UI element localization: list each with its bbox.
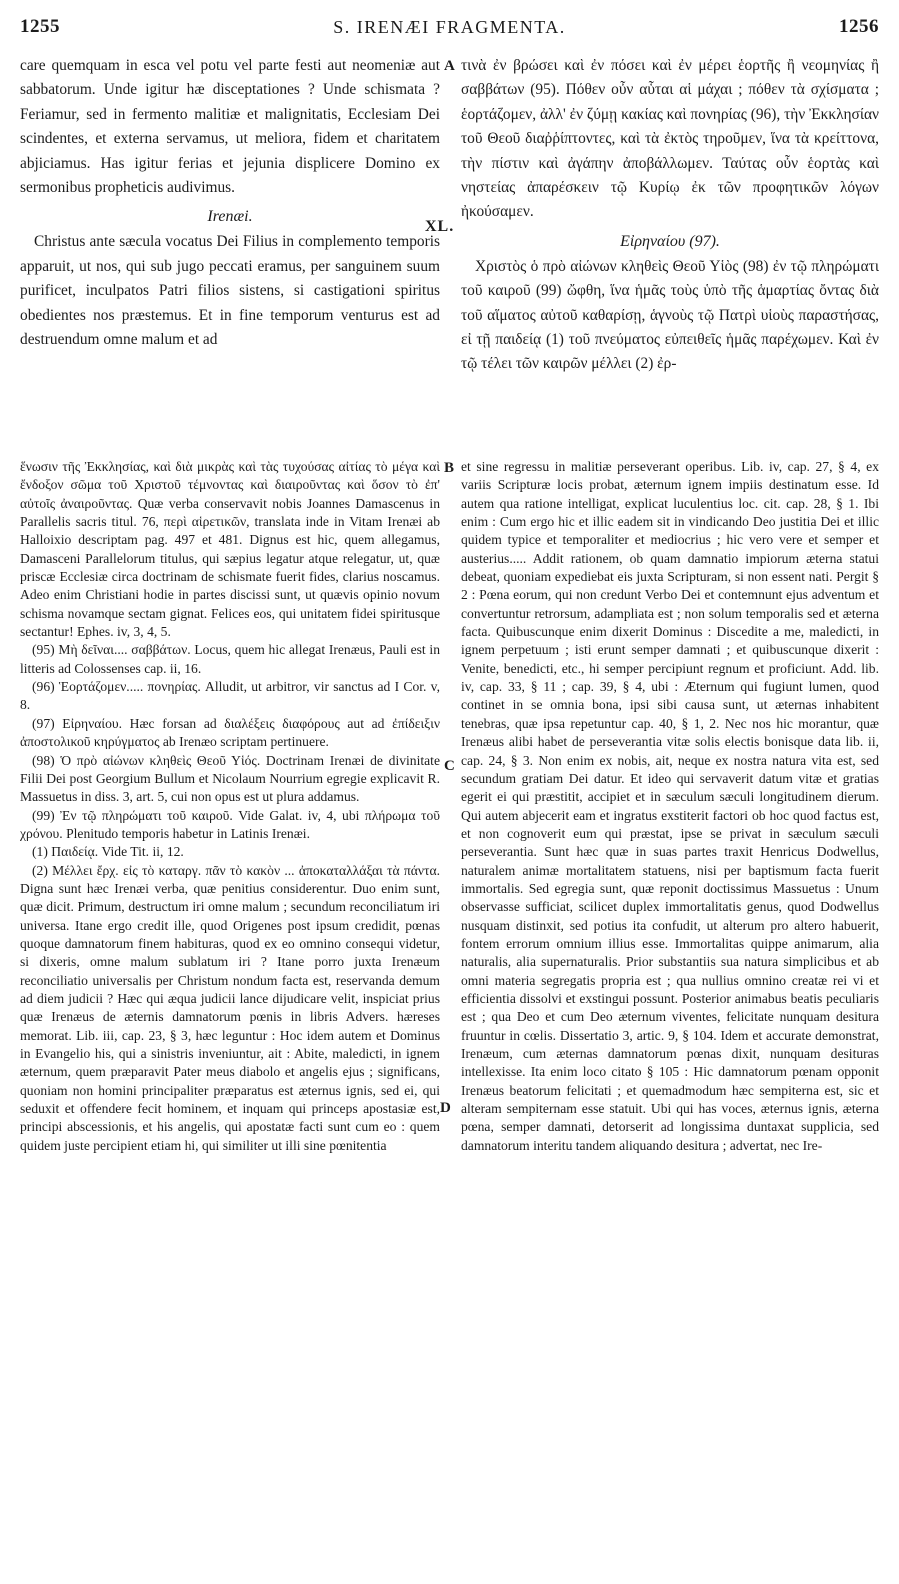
note-continuation: ἕνωσιν τῆς Ἐκκλησίας, καὶ διὰ μικρὰς καὶ τὰς τυχούσας αἰτίας τὸ μέγα καὶ ἔνδοξον σῶμα τοῦ Χριστοῦ τέμνοντας καὶ διαιροῦντας καὶ ὅσον τὸ ἐπ' αὐτοῖς ἀναιροῦντας. Quæ verba conservavit nobis Joannes Damascenus in Parallelis sacris titul. 76, περὶ αἱρετικῶν, translata inde in Vitam Irenæi ab Halloixio descriptam pag. 497 et 481. Dignus est hic, quem allegamus, Damasceni Parallelorum titulus, qui sæpius legatur atque relegatur, ut, quæ priscæ Ecclesiæ circa doctrinam de schismate fuerit fides, clarius noscamus. Adeo enim Christiani hodie in partes discissi sunt, ut quævis opinio novum schisma novamque sectam gignat. Felices eos, qui unitatem fidei spiritusque sectantur! Ephes. iv, 3, 4, 5. [20, 459, 440, 640]
note-99: (99) Ἐν τῷ πληρώματι τοῦ καιροῦ. Vide Galat. iv, 4, ubi πλήρωμα τοῦ χρόνου. Plenitudo temporis habetur in Latinis Irenæi. [20, 807, 440, 841]
notes-left-column [20, 458, 440, 1155]
section-number: XL. [425, 218, 455, 235]
note-96: (96) Ἑορτάζομεν..... πονηρίας. Alludit, ut arbitror, vir sanctus ad I Cor. v, 8. [20, 679, 440, 713]
page-number-right: 1256 [839, 16, 879, 37]
margin-letter-d: D [440, 1100, 451, 1116]
notes-right-column [461, 458, 879, 1155]
greek-text-column [461, 54, 879, 377]
note-95: (95) Μὴ δεῖναι.... σαββάτων. Locus, quem hic allegat Irenæus, Pauli est in litteris ad Colossenses cap. ii, 16. [20, 642, 440, 676]
note-1: (1) Παιδείᾳ. Vide Tit. ii, 12. [32, 844, 184, 860]
running-title: S. IRENÆI FRAGMENTA. [333, 17, 566, 37]
note-97: (97) Εἰρηναίου. Hæc forsan ad διαλέξεις διαφόρους aut ad ἐπίδειξιν ἀποστολικοῦ κηρύγματος ab Irenæo scriptam pertinuere. [20, 715, 440, 750]
note-98: (98) Ὁ πρὸ αἰώνων κληθεὶς Θεοῦ Υἱός. Doctrinam Irenæi de divinitate Filii Dei post Georgium Bullum et Nicolaum Nourrium egregie explicavit R. Massuetus in diss. 3, art. 5, cui non opus est ut plura addamus. [20, 752, 440, 805]
margin-letter-b: B [444, 460, 455, 476]
latin-paragraph-2: Christus ante sæcula vocatus Dei Filius in complemento temporis apparuit, ut nos, qui sub jugo peccati eramus, per sanguinem suum purificet, inculpatos Patri filios sistens, si castigationi spiritus obedientes nos præstemus. Et in fine temporum venturus est ad destruendum omne malum et ad [20, 233, 440, 349]
note-2-continued: et sine regressu in malitiæ perseverant operibus. Lib. iv, cap. 27, § 4, ex variis Scripturæ locis probat, æternum ignem impiis destinatum esse. Id autem qua ratione intelligat, explicat luculentius loc. cit. cap. 28, § 1. Ibi enim : Cum ergo hic et illic eadem sit in vindicando Deo justitia Dei et illic quidem typice et temporaliter et mediocrius ; hic vero vere et semper et austerius..... Addit rationem, ob quam damnatio impiorum æterna statui debeat, quoniam expediebat eis juxta Scripturam, si non essent nati. Pergit § 2 : Pœna eorum, qui non credunt Verbo Dei et contemnunt ejus adventum et convertuntur retrorsum, adampliata est ; non solum temporalis sed et æterna facta. Quibuscunque enim dixerit Dominus : Discedite a me, maledicti, in ignem perpetuum ; isti erunt semper damnati ; et quibuscunque dixerit : Venite, benedicti, etc., hi semper percipiunt regnum et proficiunt. Add. lib. iv, cap. 33, § 11 ; cap. 39, § 4, ubi : Æternum qui fugiunt lumen, quod continet in se omnia bona, ipsi sibi causa sunt, ut æternas inhabitent tenebras, quæ ipsa repetuntur cap. 40, § 1, 2. Nec nos hic morantur, quæ Irenæus alibi habet de perseverantia vitæ solis electis bonisque data lib. ii, cap. 24, § 3. Non enim ex nobis, ait, neque ex nostra natura vita est, sed secundum gratiam Dei datur. Et ideo qui servaverit datum vitæ et gratias egerit ei qui præstitit, accipiet et in sæculum sæculi longitudinem dierum. Qui autem abjecerit eam et ingratus exstiterit factori ob hoc quod factus est, et non cognoverit eum qui præstat, ipse se privat in sæculum sæculi perseverantia. Sunt hæc quæ in suas partes traxit Henricus Dodwellus, naturalem animæ mortalitatem statuens, nisi per baptismum facta fuerit immortalis. Sed egregia sunt, quæ reponit doctissimus Massuetus : Unum observasse sufficiat, scilicet duplex immortalitatis genus, quod Dodwellus nusquam distinxit, sed potius ita confudit, ut alterum pro altero habuerit, fontem errorum omnium illius esse. Immortalitas quippe animarum, alia naturalis, alia supernaturalis. Prior substantiis sua natura simplicibus et ab omni materia segregatis propria est ; qua nullius omnino creatæ rei vi et efficientia dissolvi et exstingui possunt. Posterior animabus beatis peculiaris est ; qua Deo et cum Deo æternum viventes, felicitate nunquam desitura fruuntur in cœlis. Dissertatio 3, artic. 9, § 104. Idem et accurate demonstrat, Irenæum, cum æternas damnatorum pœnas dixit, nunquam desituras intellexisse. Ita enim loco citato § 105 : Hic damnatorum pœnam opponit Irenæus beatorum felicitati ; et quemadmodum hæc sempiterna est, sic et alteram sempiternam esse statuit. Ubi qui has voces, æternus ignis, æterna pœna, semper damnati, detorserit ad longissima duntaxat supplicia, sed damnatorum interitu tandem aliquando desitura ; advertat, nec Ire- [461, 459, 879, 1153]
latin-section-heading: Irenæi. [207, 208, 253, 226]
latin-text-column [20, 54, 440, 352]
note-2: (2) Μέλλει ἔρχ. εἰς τὸ καταργ. πᾶν τὸ κακὸν ... ἀποκαταλλάξαι τὰ πάντα. Digna sunt hæc Irenæi verba, quæ penitius considerentur. Duo enim sunt, quæ dicit. Primum, destructum iri omne malum ; secundum reconciliatum iri universa. Itane ergo credit ille, quod Origenes post ipsum credidit, pœnas quoque damnatorum finem habituras, quod ex eo omnino consequi videtur, si dixeris, omne malum sublatum iri ? Itane porro juxta Irenæum reconciliatio universalis per Christum nondum facta est, reservanda demum ad diem judicii ? Hæc qui æqua judicii lance dijudicare velit, inspiciat prius quæ Irenæus de æternis damnatorum pœnis in libris Advers. hæreses memorat. Lib. iii, cap. 23, § 3, hæc leguntur : Hoc idem autem et Dominus in Evangelio his, qui a sinistris inveniuntur, ait : Abite, maledicti, in ignem æternum, quem præparavit Pater meus diabolo et angelis ejus ; significans, quoniam non homini principaliter præparatus est æternus ignis, sed ei, qui seduxit et offendere fecit hominem, et inquam qui princeps apostasiæ est, principi abscessionis, et his angelis, qui apostatæ facti sunt cum eo : quem quidem juste percipient etiam hi, qui similiter ut illi sine pœnitentia [20, 862, 440, 1153]
greek-paragraph-1: τινὰ ἐν βρώσει καὶ ἐν πόσει καὶ ἐν μέρει ἑορτῆς ἢ νεομηνίας ἢ σαββάτων (95). Πόθεν οὖν αὗται αἱ μάχαι ; πόθεν τὰ σχίσματα ; ἑορτάζομεν, ἀλλ' ἐν ζύμῃ κακίας καὶ πονηρίας (96), τὴν Ἐκκλησίαν τοῦ Θεοῦ διαῤῥίπτοντες, καὶ τὰ ἐκτὸς τηροῦμεν, ἵνα τὰ κρείττονα, τὴν πίστιν καὶ ἀγάπην ἀποβάλλωμεν. Ταύτας οὖν ἑορτὰς καὶ νηστείας ἀπαρέσκειν τῷ Κυρίῳ ἐκ τῶν προφητικῶν λόγων ἠκούσαμεν. [461, 57, 879, 221]
latin-paragraph-1: care quemquam in esca vel potu vel parte festi aut neomeniæ aut sabbatorum. Unde igitur hæ disceptationes ? Unde schismata ? Feriamur, sed in fermento malitiæ et malignitatis, Ecclesiam Dei scindentes, et externa servamus, ut meliora, fidem et charitatem abjiciamus. Has igitur ferias et jejunia displicere Domino ex sermonibus propheticis audivimus. [20, 57, 440, 197]
greek-paragraph-2: Χριστὸς ὁ πρὸ αἰώνων κληθεὶς Θεοῦ Υἱὸς (98) ἐν τῷ πληρώματι τοῦ καιροῦ (99) ὤφθη, ἵνα ἡμᾶς τοὺς ὑπὸ τῆς ἁμαρτίας ὄντας διὰ τοῦ αἵματος αὐτοῦ καθαρίσῃ, ἁγνοὺς τῷ Πατρὶ υἱοὺς παραστήσας, εἰ τῇ παιδείᾳ (1) τοῦ πνεύματος εὐπειθεῖς ἡμᾶς παρέχωμεν. Καὶ ἐν τῷ τέλει τῶν καιρῶν μέλλει (2) ἐρ- [461, 257, 879, 373]
page-number-left: 1255 [20, 16, 60, 37]
margin-letter-a: A [444, 58, 455, 74]
greek-section-heading: Εἰρηναίου (97). [620, 232, 720, 250]
running-header [20, 14, 879, 44]
margin-letter-c: C [444, 758, 455, 774]
